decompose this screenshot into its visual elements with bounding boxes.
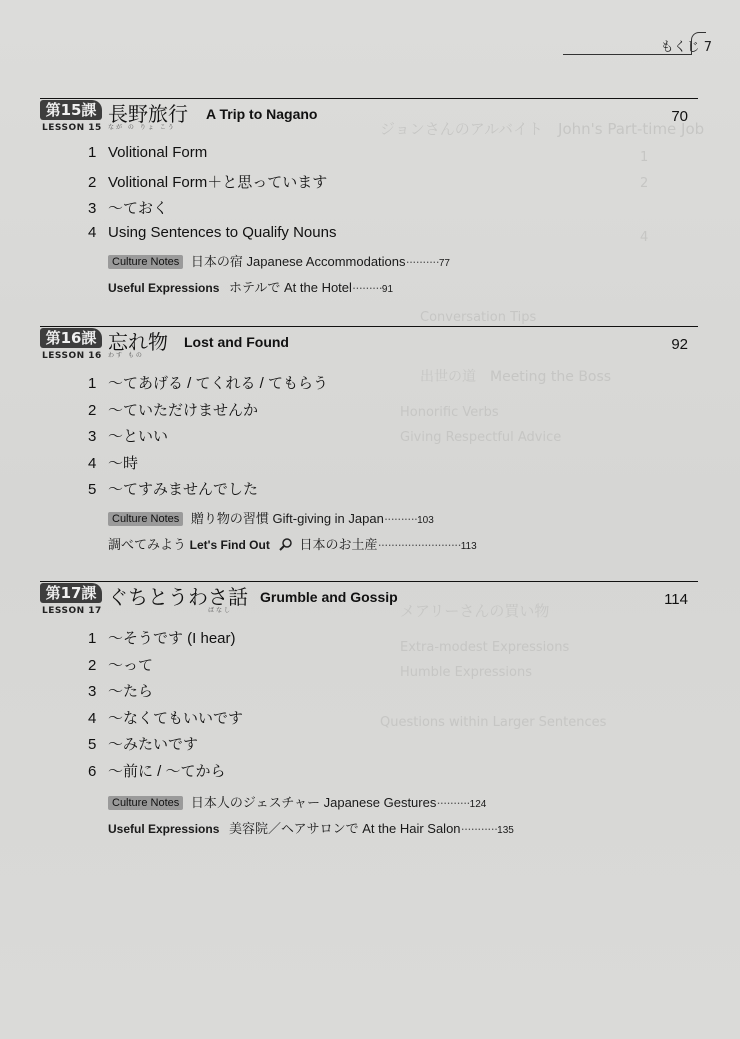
header-corner [691, 32, 706, 55]
lesson-badge: 第15課 [40, 100, 102, 120]
lesson-label: LESSON 15 [42, 123, 102, 133]
list-item: 2 Volitional Form＋と思っています [88, 173, 328, 191]
lesson-en-title: A Trip to Nagano [206, 106, 318, 122]
list-item: 1 Volitional Form [88, 144, 208, 161]
culture-notes-row: Culture Notes 日本人のジェスチャー Japanese Gestures··········124 [108, 792, 486, 811]
list-item: 4 〜時 [88, 454, 139, 472]
title-furigana: わす もの [108, 352, 144, 359]
page: ジョンさんのアルバイト John's Part-time Job 1 2 4 Conversation Tips 出世の道 Meeting the Boss Honorific Verbs Giving Respectful Advice メアリーさんの買い物 Extra-modest Expressions Humble Expressions Questions within Larger Sentences もくじ 7 第15課 LESSON 15 長野旅行 なが の りょ こう A Trip to Nagano 70 1 Volitional Form 2 Volitional Form＋と思っています 3 〜ておく 4 Using Sentences to Qualify Nouns Culture Notes 日本の宿 Japanese Accommodations··········77 Useful Expressions ホテルで At the Hotel·········91 第16課 LESSON 16 忘れ物 わす もの Lost and Found 92 1 〜てあげる / てくれる / てもらう 2 〜ていただけませんか 3 〜といい 4 〜時 5 〜てすみませんでした Culture Notes 贈り物の習慣 Gift-giving in Japan··········103 調べてみよう Let's Find Out 日本のお土産·························113 第17課 LESSON 17 ぐちとうわさ話 ばなし Grumble and Gossip 114 1 〜そうです (I hear) 2 〜って 3 〜たら 4 〜なくてもいいです 5 〜みたいです 6 〜前に / 〜てから Culture Notes 日本人のジェスチャー Japanese Gestures··········124 Useful Expressions 美容院／ヘアサロンで At the Hair Salon···········135 [0, 0, 740, 1039]
culture-notes-row: Culture Notes 日本の宿 Japanese Accommodations··········77 [108, 251, 450, 270]
culture-notes-row: Culture Notes 贈り物の習慣 Gift-giving in Japan··········103 [108, 508, 434, 527]
lesson-badge: 第17課 [40, 583, 102, 603]
header-rule [563, 54, 691, 55]
lesson-page-number: 70 [671, 108, 688, 125]
lesson-15 [40, 98, 698, 298]
list-item: 3 〜ておく [88, 200, 169, 217]
lesson-label: LESSON 16 [42, 351, 102, 361]
lesson-en-title: Lost and Found [184, 334, 289, 350]
list-item: 1 〜そうです (I hear) [88, 630, 236, 647]
title-furigana: なが の りょ こう [108, 124, 176, 131]
lesson-jp-title: 忘れ物 [108, 330, 168, 354]
useful-expressions-label: Useful Expressions [108, 822, 220, 836]
culture-notes-label: Culture Notes [108, 796, 183, 810]
find-out-row: 調べてみよう Let's Find Out 日本のお土産·························113 [108, 537, 477, 552]
culture-notes-label: Culture Notes [108, 512, 183, 526]
useful-expressions-row: Useful Expressions 美容院／ヘアサロンで At the Hair Salon···········135 [108, 821, 514, 836]
header-text: もくじ 7 [660, 40, 712, 55]
culture-notes-label: Culture Notes [108, 255, 183, 269]
lesson-jp-title: ぐちとうわさ話 [108, 585, 248, 609]
grammar-list [88, 372, 328, 505]
lesson-page-number: 114 [664, 591, 688, 608]
list-item: 3 〜といい [88, 428, 169, 445]
lesson-page-number: 92 [671, 336, 688, 353]
list-item: 1 〜てあげる / てくれる / てもらう [88, 375, 329, 392]
lesson-jp-title: 長野旅行 [108, 102, 188, 126]
list-item: 4 Using Sentences to Qualify Nouns [88, 223, 337, 241]
list-item: 2 〜ていただけませんか [88, 401, 259, 419]
list-item: 3 〜たら [88, 683, 154, 700]
list-item: 6 〜前に / 〜てから [88, 762, 226, 780]
list-item: 5 〜てすみませんでした [88, 481, 259, 498]
grammar-list [88, 627, 243, 786]
grammar-list [88, 144, 336, 250]
magnifier-icon [279, 537, 293, 554]
list-item: 4 〜なくてもいいです [88, 709, 244, 727]
useful-expressions-label: Useful Expressions [108, 281, 220, 295]
lesson-16 [40, 326, 698, 556]
lesson-label: LESSON 17 [42, 606, 102, 616]
list-item: 2 〜って [88, 656, 154, 674]
lesson-en-title: Grumble and Gossip [260, 589, 398, 605]
list-item: 5 〜みたいです [88, 736, 199, 753]
useful-expressions-row: Useful Expressions ホテルで At the Hotel·········91 [108, 280, 394, 295]
lesson-badge: 第16課 [40, 328, 102, 348]
lesson-17 [40, 581, 698, 841]
title-furigana: ばなし [208, 607, 233, 614]
